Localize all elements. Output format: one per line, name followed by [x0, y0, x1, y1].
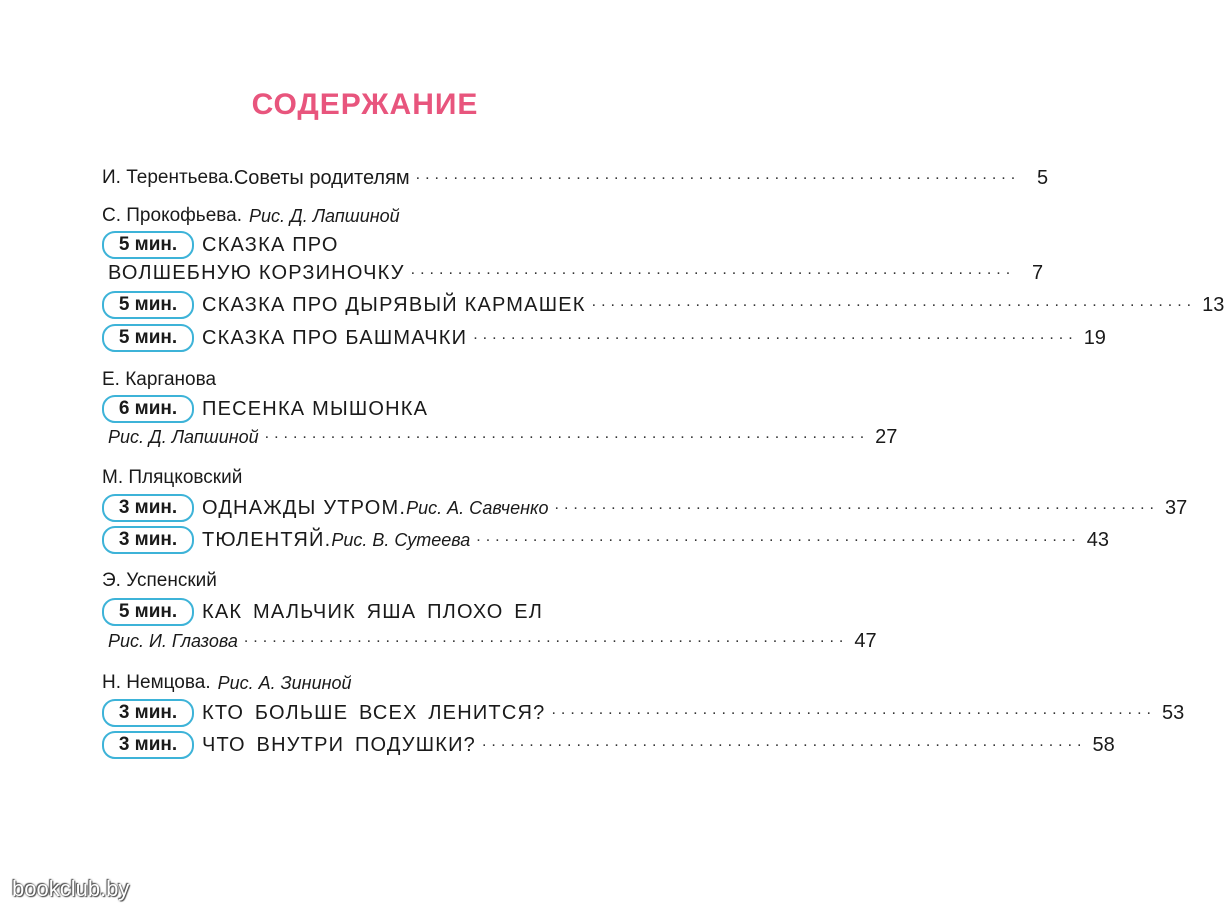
group-author-line	[102, 463, 626, 493]
entry-illustrator: Рис. А. Савченко	[406, 497, 549, 518]
reading-time-badge: 3 мин.	[102, 526, 194, 554]
dot-leader: ................................................................	[264, 425, 870, 442]
toc-entry[interactable]	[102, 525, 1109, 555]
toc-entry[interactable]	[102, 698, 1185, 728]
entry-title: СКАЗКА ПРО ДЫРЯВЫЙ КАРМАШЕК	[202, 293, 586, 316]
group-author: С. Прокофьева.	[102, 205, 242, 226]
entry-author: И. Терентьева.	[102, 167, 234, 188]
dot-leader: ................................................................	[481, 733, 1087, 750]
dot-leader: ................................................................	[410, 261, 1016, 278]
reading-time-badge: 5 мин.	[102, 231, 194, 259]
group-illustrator: Рис. А. Зининой	[217, 672, 352, 693]
reading-time-badge: 6 мин.	[102, 395, 194, 423]
dot-leader: ................................................................	[591, 293, 1197, 310]
reading-time-badge: 5 мин.	[102, 324, 194, 352]
toc-entry-continuation[interactable]	[102, 626, 877, 656]
watermark: bookclub.by	[12, 876, 130, 901]
page-number: 19	[1083, 326, 1106, 349]
reading-time-badge: 5 мин.	[102, 598, 194, 626]
entry-title: ЧТО ВНУТРИ ПОДУШКИ?	[202, 733, 476, 756]
reading-time-badge: 3 мин.	[102, 699, 194, 727]
group-author: Э. Успенский	[102, 570, 217, 591]
toc-entry[interactable]	[102, 730, 1115, 760]
toc-entry-continuation[interactable]	[102, 422, 898, 452]
dot-leader: ................................................................	[554, 496, 1159, 513]
dot-leader: ................................................................	[476, 528, 1081, 545]
entry-title: СКАЗКА ПРО	[202, 233, 339, 256]
group-author: Н. Немцова.	[102, 672, 211, 693]
entry-title: СКАЗКА ПРО БАШМАЧКИ	[202, 326, 468, 349]
group-author-line	[102, 365, 626, 395]
entry-illustrator: Рис. В. Сутеева	[331, 529, 471, 550]
entry-illustrator: Рис. И. Глазова	[108, 630, 238, 651]
entry-title: КТО БОЛЬШЕ ВСЕХ ЛЕНИТСЯ?	[202, 701, 546, 724]
toc-entry[interactable]	[102, 493, 1188, 523]
group-illustrator: Рис. Д. Лапшиной	[249, 205, 400, 226]
group-author: Е. Карганова	[102, 369, 217, 390]
page-number: 5	[1037, 166, 1049, 189]
entry-title: ОДНАЖДЫ УТРОМ.	[202, 496, 407, 519]
group-author-line	[102, 201, 626, 231]
page-number: 53	[1161, 701, 1185, 724]
group-author-line	[102, 668, 626, 698]
dot-leader: ................................................................	[473, 326, 1078, 343]
page-number: 7	[1032, 261, 1044, 284]
toc-entry[interactable]	[102, 394, 626, 424]
entry-title: Советы родителям	[233, 166, 410, 189]
page-number: 43	[1086, 528, 1109, 551]
toc-entry[interactable]	[102, 597, 626, 627]
entry-title-continued: ВОЛШЕБНУЮ КОРЗИНОЧКУ	[108, 261, 405, 284]
reading-time-badge: 3 мин.	[102, 494, 194, 522]
toc-entry[interactable]	[102, 323, 1106, 353]
page-title: СОДЕРЖАНИЕ	[251, 88, 479, 121]
dot-leader: ................................................................	[243, 629, 849, 646]
reading-time-badge: 3 мин.	[102, 731, 194, 759]
toc-entry-intro[interactable]	[102, 163, 1049, 193]
entry-title: ТЮЛЕНТЯЙ.	[202, 528, 332, 551]
entry-illustrator: Рис. Д. Лапшиной	[108, 426, 259, 447]
dot-leader: ................................................................	[551, 701, 1156, 718]
group-author-line	[102, 566, 626, 596]
entry-title: ПЕСЕНКА МЫШОНКА	[202, 397, 429, 420]
page-number: 58	[1092, 733, 1115, 756]
toc-entry-continuation[interactable]	[102, 258, 1044, 288]
dot-leader: ................................................................	[415, 166, 1021, 183]
group-author: М. Пляцковский	[102, 467, 243, 488]
page-number: 13	[1202, 293, 1224, 316]
page-number: 47	[854, 629, 877, 652]
reading-time-badge: 5 мин.	[102, 291, 194, 319]
entry-title: КАК МАЛЬЧИК ЯША ПЛОХО ЕЛ	[202, 600, 544, 623]
page-number: 37	[1165, 496, 1188, 519]
toc-entry[interactable]	[102, 230, 626, 260]
page-number: 27	[875, 425, 898, 448]
toc-entry[interactable]	[102, 290, 1224, 320]
